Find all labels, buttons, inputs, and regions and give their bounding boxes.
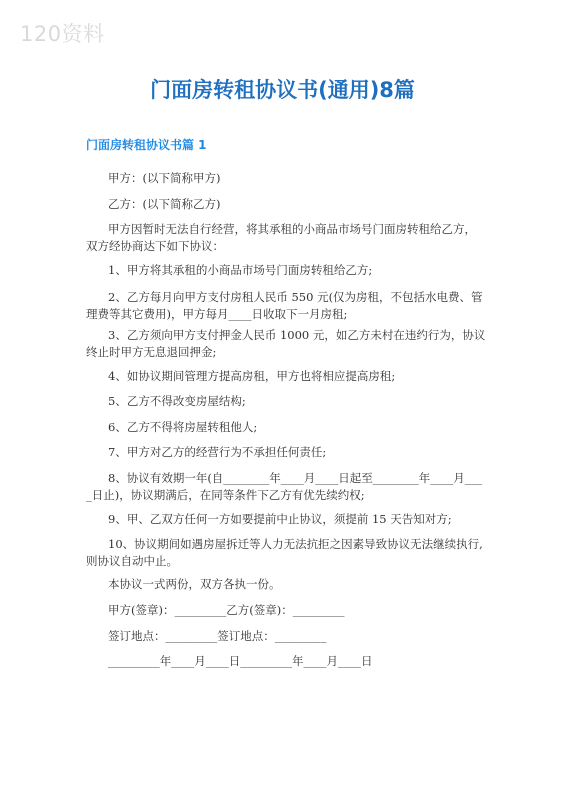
clause-7 (86, 444, 476, 461)
clause-9 (86, 511, 476, 528)
clause-2 (86, 289, 483, 323)
clause-10 (86, 536, 483, 570)
date-line (86, 653, 476, 670)
para-line: 9、甲、乙双方任何一方如要提前中止协议，须提前 15 天告知对方; (108, 512, 452, 526)
clause-4 (86, 368, 476, 385)
para-line: 理费等其它费用)，甲方每月____日收取下一月房租; (86, 307, 348, 321)
clause-8 (86, 470, 483, 504)
para-line: 8、协议有效期一年(自________年____月____日起至________年____月___ (108, 471, 483, 485)
para-line: 终止时甲方无息退回押金; (86, 345, 217, 359)
para-line: 2、乙方每月向甲方支付房租人民币 550 元(仅为房租，不包括水电费、管 (108, 290, 483, 304)
signing-location-line (86, 628, 476, 645)
para-line: 3、乙方须向甲方支付押金人民币 1000 元，如乙方未村在违约行为，协议 (108, 328, 486, 342)
intro-paragraph (86, 221, 476, 255)
para-line: 则协议自动中止。 (86, 554, 178, 568)
para-line: 乙方：(以下简称乙方) (108, 197, 221, 211)
para-line: 甲方(签章)：_________乙方(签章)：_________ (108, 603, 345, 617)
party-b-line (86, 196, 476, 213)
copies-statement (86, 576, 476, 593)
para-line: 本协议一式两份，双方各执一份。 (108, 577, 281, 591)
document-title: 门面房转租协议书(通用)8篇 (150, 78, 415, 102)
party-a-line (86, 170, 476, 187)
clause-5 (86, 393, 476, 410)
section-heading: 门面房转租协议书篇 1 (86, 138, 207, 152)
para-line: 甲方因暂时无法自行经营，将其承租的小商品市场号门面房转租给乙方， (108, 222, 476, 236)
para-line: 7、甲方对乙方的经营行为不承担任何责任; (108, 445, 327, 459)
para-line: 4、如协议期间管理方提高房租，甲方也将相应提高房租; (108, 369, 396, 383)
para-line: 甲方：(以下简称甲方) (108, 171, 221, 185)
clause-6 (86, 419, 476, 436)
para-line: 5、乙方不得改变房屋结构; (108, 394, 246, 408)
clause-3 (86, 327, 486, 361)
para-line: 10、协议期间如遇房屋拆迁等人力无法抗拒之因素导致协议无法继续执行, (108, 537, 483, 551)
signature-line (86, 602, 476, 619)
para-line: 双方经协商达下如下协议： (86, 239, 224, 253)
para-line: 1、甲方将其承租的小商品市场号门面房转租给乙方; (108, 263, 373, 277)
para-line: _________年____月____日_________年____月____日 (108, 654, 373, 668)
watermark: 120资料 (20, 22, 105, 46)
para-line: 6、乙方不得将房屋转租他人; (108, 420, 258, 434)
para-line: 签订地点：_________签订地点：_________ (108, 629, 327, 643)
para-line: _日止)，协议期满后，在同等条件下乙方有优先续约权; (86, 488, 365, 502)
clause-1 (86, 262, 476, 279)
